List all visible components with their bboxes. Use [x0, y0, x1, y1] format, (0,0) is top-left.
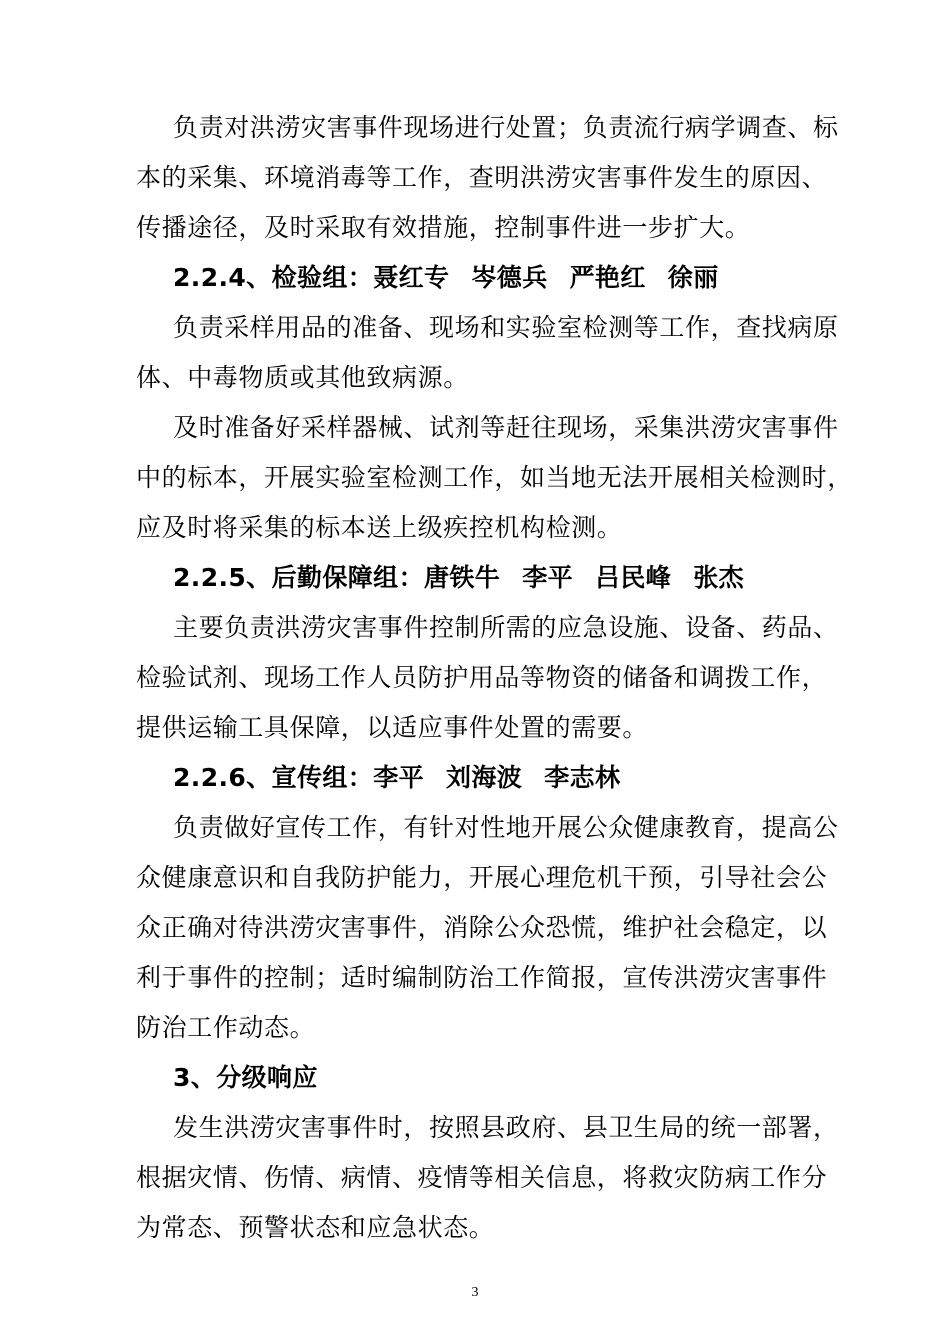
heading-label: 2.2.4、检验组：: [173, 263, 374, 292]
paragraph-line: 中的标本，开展实验室检测工作，如当地无法开展相关检测时，: [136, 463, 853, 492]
paragraph-line: 应及时将采集的标本送上级疾控机构检测。: [136, 513, 623, 542]
member-name: 张杰: [693, 563, 745, 592]
member-name: 岑德兵: [471, 263, 548, 292]
paragraph-line: 传播途径，及时采取有效措施，控制事件进一步扩大。: [136, 213, 751, 242]
section-heading-inspection-group: [173, 261, 719, 295]
member-name: 唐铁牛: [423, 563, 501, 592]
paragraph-line: 根据灾情、伤情、病情、疫情等相关信息，将救灾防病工作分: [136, 1163, 828, 1192]
member-name: 李平: [373, 763, 424, 792]
heading-label: 2.2.5、后勤保障组：: [173, 563, 424, 592]
paragraph-line: 发生洪涝灾害事件时，按照县政府、县卫生局的统一部署，: [173, 1113, 839, 1142]
paragraph-line: 及时准备好采样器械、试剂等赶往现场，采集洪涝灾害事件: [173, 413, 839, 442]
heading-label: 2.2.6、宣传组：: [173, 763, 374, 792]
member-name: 李志林: [544, 763, 621, 792]
paragraph-line: 众正确对待洪涝灾害事件，消除公众恐慌，维护社会稳定，以: [136, 913, 828, 942]
paragraph-line: 为常态、预警状态和应急状态。: [136, 1213, 495, 1242]
paragraph-line: 负责采样用品的准备、现场和实验室检测等工作，查找病原: [173, 313, 839, 342]
paragraph-line: 主要负责洪涝灾害事件控制所需的应急设施、设备、药品、: [173, 613, 839, 642]
paragraph-line: 负责对洪涝灾害事件现场进行处置；负责流行病学调查、标: [173, 113, 839, 142]
section-heading-logistics-group: [173, 561, 744, 595]
paragraph-line: 众健康意识和自我防护能力，开展心理危机干预，引导社会公: [136, 863, 828, 892]
paragraph-line: 检验试剂、现场工作人员防护用品等物资的储备和调拨工作，: [136, 663, 828, 692]
member-name: 刘海波: [446, 763, 523, 792]
section-heading-graded-response: 3、分级响应: [173, 1063, 318, 1092]
member-name: 徐丽: [667, 263, 719, 292]
paragraph-line: 提供运输工具保障，以适应事件处置的需要。: [136, 713, 649, 742]
member-name: 李平: [522, 563, 573, 592]
paragraph-line: 负责做好宣传工作，有针对性地开展公众健康教育，提高公: [173, 813, 839, 842]
paragraph-line: 利于事件的控制；适时编制防治工作简报，宣传洪涝灾害事件: [136, 963, 828, 992]
member-name: 严艳红: [569, 263, 646, 292]
paragraph-line: 体、中毒物质或其他致病源。: [136, 363, 469, 392]
page-number: 3: [471, 1285, 479, 1300]
member-name: 吕民峰: [595, 563, 672, 592]
paragraph-line: 本的采集、环境消毒等工作，查明洪涝灾害事件发生的原因、: [136, 163, 828, 192]
section-heading-publicity-group: [173, 761, 620, 795]
member-name: 聂红专: [373, 263, 450, 292]
paragraph-line: 防治工作动态。: [136, 1013, 316, 1042]
